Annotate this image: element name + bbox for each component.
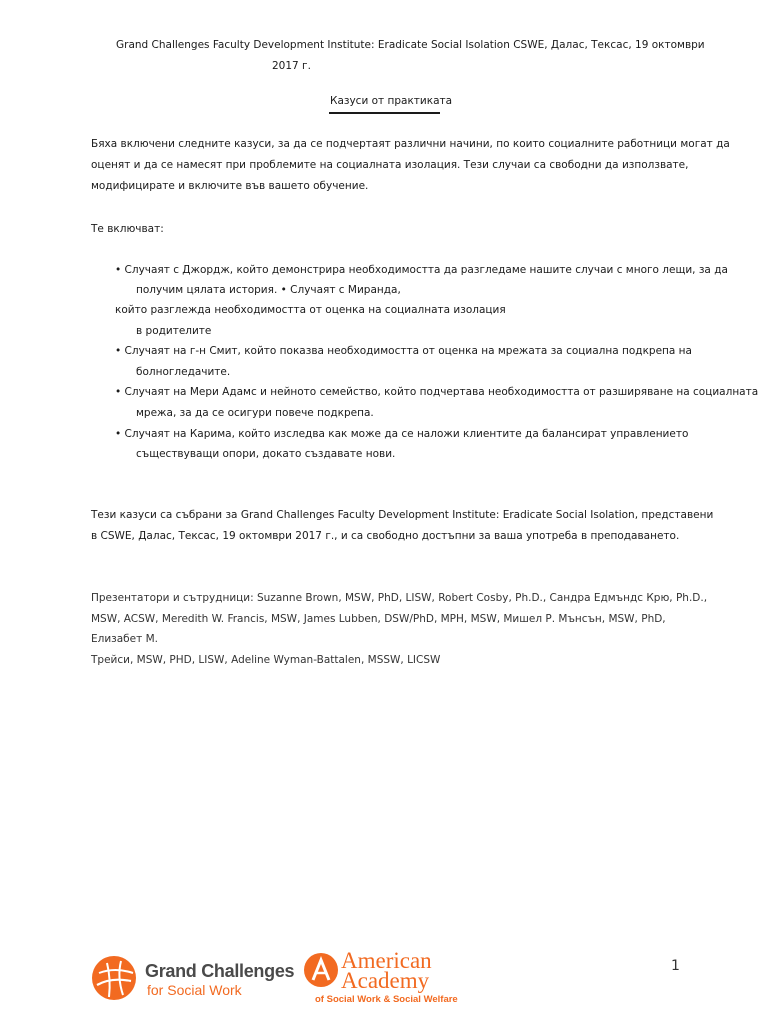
intro-line-3: модифицирате и включите във вашето обучение. [91,180,369,192]
grand-challenges-emblem-icon [91,955,137,1001]
american-academy-logo [301,950,461,1010]
page-subtitle: Казуси от практиката [330,95,453,107]
grand-challenges-logo [91,955,295,1001]
grand-challenges-logo-title: Grand Challenges [145,961,295,981]
case-list-line-4: в родителите [136,325,212,337]
case-list-line-2: получим цялата история. • Случаят с Миранда, [136,284,401,296]
presenters-line-3: Елизабет М. [91,633,158,645]
case-list-line-7: • Случаят на Мери Адамс и нейното семейство, който подчертава необходимостта от разширяване на социалната [115,386,759,398]
includes-label: Те включват: [91,223,164,235]
american-academy-logo-line2: Academy [341,968,430,993]
document-header-line2: 2017 г. [272,60,311,72]
subtitle-underline [329,112,440,114]
case-list-line-10: съществуващи опори, докато създавате нови. [136,448,396,460]
case-list-line-3: който разглежда необходимостта от оценка на социалната изолация [115,304,506,316]
intro-line-1: Бяха включени следните казуси, за да се подчертаят различни начини, по които социалните работници могат да [91,138,730,150]
intro-line-2: оценят и да се намесят при проблемите на социалната изолация. Тези случаи са свободни да използвате, [91,159,689,171]
collected-line-2: в CSWE, Далас, Тексас, 19 октомври 2017 г., и са свободно достъпни за ваша употреба в преподаването. [91,530,680,542]
document-header-line1: Grand Challenges Faculty Development Institute: Eradicate Social Isolation CSWE, Далас, Тексас, 19 октомври [116,39,705,51]
presenters-line-2: MSW, ACSW, Meredith W. Francis, MSW, James Lubben, DSW/PhD, MPH, MSW, Мишел Р. Мънсън, MSW, PhD, [91,613,666,625]
case-list-line-8: мрежа, за да се осигури повече подкрепа. [136,407,374,419]
page-number: 1 [671,958,680,974]
american-academy-logo-line1: American [341,948,432,973]
american-academy-logo-line3: of Social Work & Social Welfare [315,994,458,1005]
presenters-line-1: Презентатори и сътрудници: Suzanne Brown, MSW, PhD, LISW, Robert Cosby, Ph.D., Сандра Едмъндс Крю, Ph.D., [91,592,708,604]
case-list-line-1: • Случаят с Джордж, който демонстрира необходимостта да разгледаме нашите случаи с много лещи, за да [115,264,728,276]
case-list-line-6: болногледачите. [136,366,231,378]
american-academy-emblem-icon [303,952,339,988]
presenters-line-4: Трейси, MSW, PHD, LISW, Adeline Wyman-Battalen, MSSW, LICSW [91,654,441,666]
collected-line-1: Тези казуси са събрани за Grand Challenges Faculty Development Institute: Eradicate Social Isolation, представени [91,509,714,521]
case-list-line-5: • Случаят на г-н Смит, който показва необходимостта от оценка на мрежата за социална подкрепа на [115,345,692,357]
grand-challenges-logo-subtitle: for Social Work [147,982,242,998]
case-list-line-9: • Случаят на Карима, който изследва как може да се наложи клиентите да балансират управлението [115,428,689,440]
